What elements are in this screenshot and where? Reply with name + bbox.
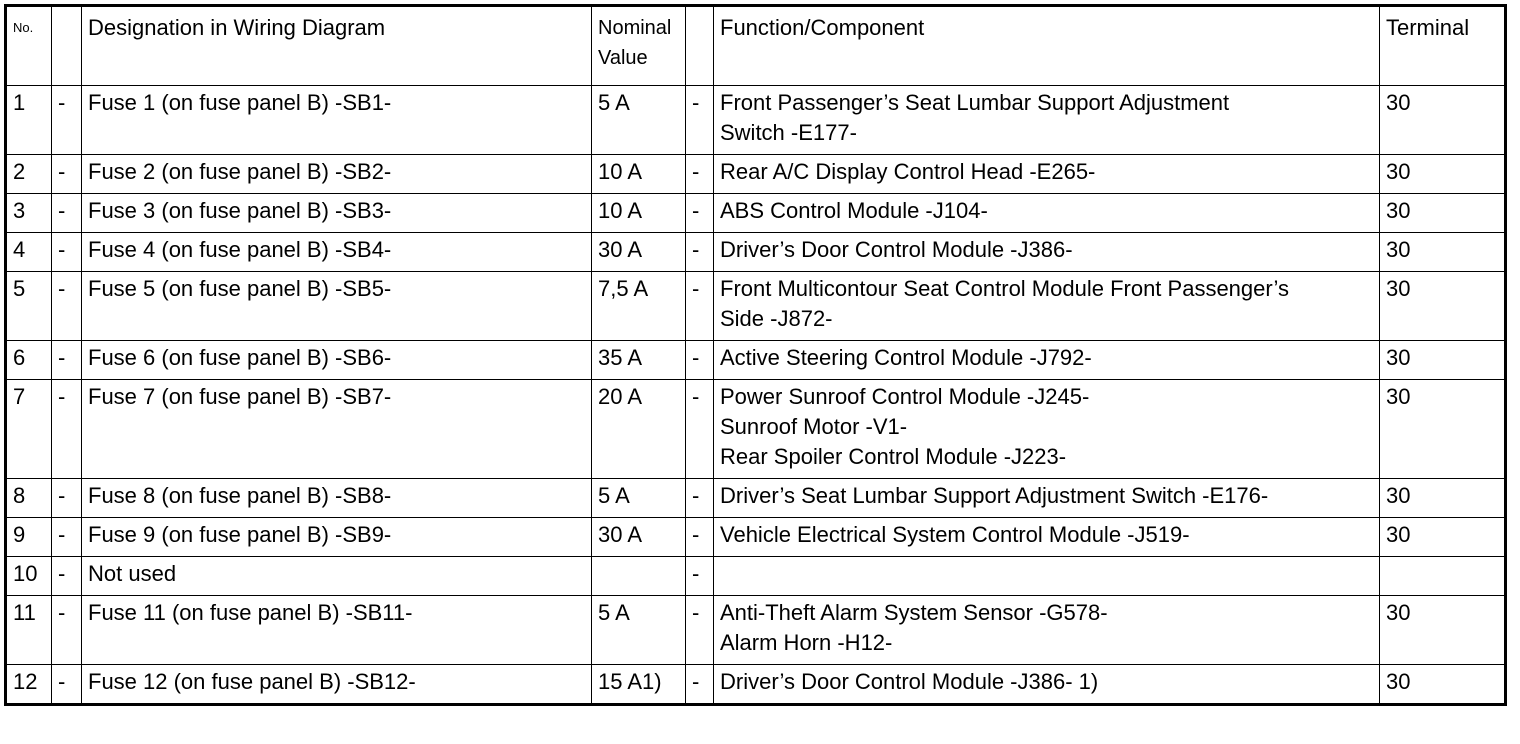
- function-line: Rear A/C Display Control Head -E265-: [720, 159, 1096, 184]
- row-designation: Fuse 9 (on fuse panel B) -SB9-: [82, 518, 592, 557]
- row-nominal-value: 5 A: [592, 596, 686, 665]
- row-dash-2: -: [686, 557, 714, 596]
- header-blank-2: [686, 6, 714, 86]
- row-number: 3: [6, 194, 52, 233]
- row-dash-1: -: [52, 557, 82, 596]
- header-nominal-line2: Value: [598, 47, 648, 69]
- row-designation: Fuse 2 (on fuse panel B) -SB2-: [82, 155, 592, 194]
- function-line: Active Steering Control Module -J792-: [720, 345, 1092, 370]
- row-function-component: [714, 518, 1380, 557]
- table-row: [6, 233, 1506, 272]
- row-number: 5: [6, 272, 52, 341]
- row-nominal-value: 10 A: [592, 155, 686, 194]
- function-line: Switch -E177-: [720, 120, 857, 145]
- function-line: Power Sunroof Control Module -J245-: [720, 384, 1090, 409]
- row-nominal-value: 30 A: [592, 518, 686, 557]
- row-function-component: [714, 155, 1380, 194]
- row-function-component: [714, 86, 1380, 155]
- table-row: [6, 479, 1506, 518]
- row-function-component: [714, 272, 1380, 341]
- row-function-component: [714, 233, 1380, 272]
- row-number: 8: [6, 479, 52, 518]
- row-number: 1: [6, 86, 52, 155]
- row-dash-1: -: [52, 233, 82, 272]
- row-terminal: 30: [1380, 665, 1506, 705]
- header-no: No.: [6, 6, 52, 86]
- row-designation: Fuse 6 (on fuse panel B) -SB6-: [82, 341, 592, 380]
- table-row: [6, 155, 1506, 194]
- table-row: [6, 518, 1506, 557]
- header-terminal: Terminal: [1380, 6, 1506, 86]
- row-function-component: [714, 665, 1380, 705]
- row-dash-2: -: [686, 233, 714, 272]
- row-terminal: 30: [1380, 380, 1506, 479]
- row-designation: Fuse 1 (on fuse panel B) -SB1-: [82, 86, 592, 155]
- table-row: [6, 86, 1506, 155]
- row-terminal: 30: [1380, 479, 1506, 518]
- function-line: Vehicle Electrical System Control Module -J519-: [720, 522, 1190, 547]
- row-dash-1: -: [52, 596, 82, 665]
- row-terminal: 30: [1380, 341, 1506, 380]
- row-dash-1: -: [52, 665, 82, 705]
- row-designation: Fuse 12 (on fuse panel B) -SB12-: [82, 665, 592, 705]
- row-designation: Fuse 3 (on fuse panel B) -SB3-: [82, 194, 592, 233]
- row-nominal-value: 7,5 A: [592, 272, 686, 341]
- function-line: Driver’s Seat Lumbar Support Adjustment Switch -E176-: [720, 483, 1269, 508]
- function-line: Driver’s Door Control Module -J386- 1): [720, 669, 1099, 694]
- header-function-component: Function/Component: [714, 6, 1380, 86]
- row-designation: Fuse 8 (on fuse panel B) -SB8-: [82, 479, 592, 518]
- row-terminal: 30: [1380, 86, 1506, 155]
- row-function-component: [714, 380, 1380, 479]
- row-dash-2: -: [686, 155, 714, 194]
- row-terminal: 30: [1380, 272, 1506, 341]
- row-nominal-value: 5 A: [592, 479, 686, 518]
- row-dash-2: -: [686, 86, 714, 155]
- header-nominal-line1: Nominal: [598, 17, 672, 39]
- row-nominal-value: 10 A: [592, 194, 686, 233]
- header-nominal-value: [592, 6, 686, 86]
- row-function-component: [714, 596, 1380, 665]
- row-dash-2: -: [686, 479, 714, 518]
- row-dash-1: -: [52, 518, 82, 557]
- function-line: Alarm Horn -H12-: [720, 630, 893, 655]
- row-dash-1: -: [52, 194, 82, 233]
- row-dash-1: -: [52, 86, 82, 155]
- row-dash-1: -: [52, 479, 82, 518]
- function-line: Sunroof Motor -V1-: [720, 414, 908, 439]
- row-number: 2: [6, 155, 52, 194]
- function-line: Front Passenger’s Seat Lumbar Support Adjustment: [720, 90, 1230, 115]
- row-number: 4: [6, 233, 52, 272]
- table-header-row: [6, 6, 1506, 86]
- row-function-component: [714, 557, 1380, 596]
- row-number: 9: [6, 518, 52, 557]
- row-terminal: 30: [1380, 194, 1506, 233]
- row-nominal-value: 5 A: [592, 86, 686, 155]
- row-terminal: 30: [1380, 155, 1506, 194]
- row-designation: Fuse 4 (on fuse panel B) -SB4-: [82, 233, 592, 272]
- row-dash-1: -: [52, 341, 82, 380]
- row-dash-1: -: [52, 380, 82, 479]
- table-row: [6, 557, 1506, 596]
- row-terminal: 30: [1380, 596, 1506, 665]
- function-line: Front Multicontour Seat Control Module Front Passenger’s: [720, 276, 1290, 301]
- table-row: [6, 341, 1506, 380]
- row-dash-2: -: [686, 380, 714, 479]
- row-number: 6: [6, 341, 52, 380]
- row-nominal-value: 20 A: [592, 380, 686, 479]
- row-function-component: [714, 479, 1380, 518]
- row-dash-2: -: [686, 518, 714, 557]
- row-terminal: [1380, 557, 1506, 596]
- table-row: [6, 665, 1506, 705]
- row-terminal: 30: [1380, 233, 1506, 272]
- row-nominal-value: 30 A: [592, 233, 686, 272]
- row-function-component: [714, 341, 1380, 380]
- function-line: Driver’s Door Control Module -J386-: [720, 237, 1073, 262]
- header-designation: Designation in Wiring Diagram: [82, 6, 592, 86]
- row-number: 11: [6, 596, 52, 665]
- function-line: Anti-Theft Alarm System Sensor -G578-: [720, 600, 1108, 625]
- function-line: Rear Spoiler Control Module -J223-: [720, 444, 1067, 469]
- row-dash-2: -: [686, 341, 714, 380]
- row-nominal-value: 15 A1): [592, 665, 686, 705]
- row-dash-1: -: [52, 155, 82, 194]
- fuse-assignment-table: [4, 4, 1507, 706]
- row-dash-2: -: [686, 665, 714, 705]
- row-terminal: 30: [1380, 518, 1506, 557]
- table-row: [6, 596, 1506, 665]
- row-designation: Fuse 11 (on fuse panel B) -SB11-: [82, 596, 592, 665]
- row-nominal-value: 35 A: [592, 341, 686, 380]
- row-designation: Not used: [82, 557, 592, 596]
- row-number: 12: [6, 665, 52, 705]
- table-row: [6, 194, 1506, 233]
- row-designation: Fuse 7 (on fuse panel B) -SB7-: [82, 380, 592, 479]
- row-number: 7: [6, 380, 52, 479]
- row-dash-2: -: [686, 272, 714, 341]
- row-dash-2: -: [686, 596, 714, 665]
- function-line: Side -J872-: [720, 306, 833, 331]
- row-function-component: [714, 194, 1380, 233]
- row-dash-2: -: [686, 194, 714, 233]
- table-row: [6, 272, 1506, 341]
- row-designation: Fuse 5 (on fuse panel B) -SB5-: [82, 272, 592, 341]
- row-dash-1: -: [52, 272, 82, 341]
- header-blank-1: [52, 6, 82, 86]
- row-nominal-value: [592, 557, 686, 596]
- function-line: ABS Control Module -J104-: [720, 198, 988, 223]
- fuse-table-container: [4, 4, 1507, 706]
- table-row: [6, 380, 1506, 479]
- row-number: 10: [6, 557, 52, 596]
